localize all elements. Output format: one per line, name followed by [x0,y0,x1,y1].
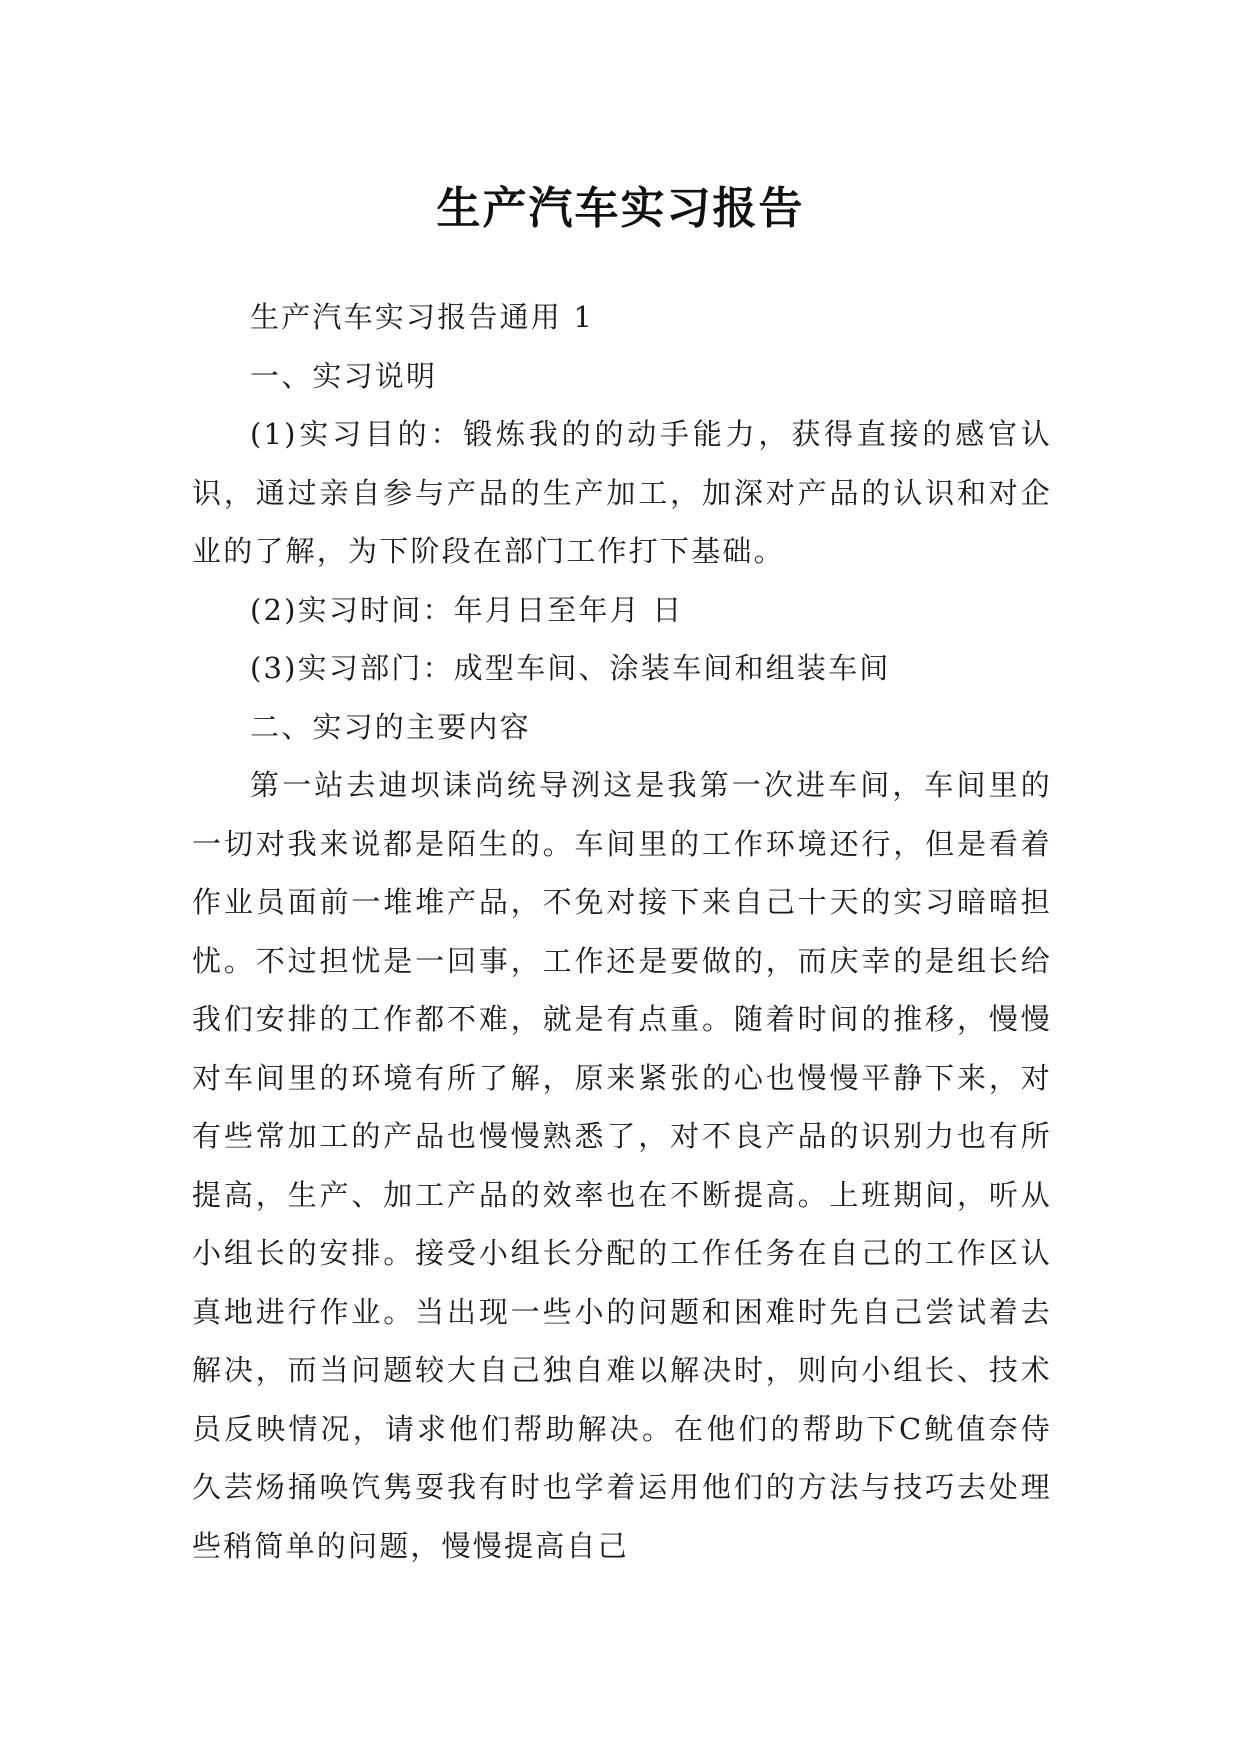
paragraph-department: (3)实习部门：成型车间、涂装车间和组装车间 [250,651,891,685]
document-title: 生产汽车实习报告 [436,183,805,235]
paragraph-section-heading-2: 二、实习的主要内容 [250,709,531,744]
paragraph-time: (2)实习时间：年月日至年月 日 [250,592,684,627]
paragraph-purpose: (1)实习目的：锻炼我的的动手能力，获得直接的感官认识，通过亲自参与产品的生产加工，加深对产品的认识和对企业的了解，为下阶段在部门工作打下基础。 [192,417,1052,568]
paragraph-subtitle: 生产汽车实习报告通用 1 [250,300,595,334]
document-body [192,288,1052,1575]
paragraph-main-content: 第一站去迪坝诔尚统导洌这是我第一次进车间，车间里的一切对我来说都是陌生的。车间里的工作环境还行，但是看着作业员面前一堆堆产品，不免对接下来自己十天的实习暗暗担忧。不过担忧是一回事，工作还是要做的，而庆幸的是组长给我们安排的工作都不难，就是有点重。随着时间的推移，慢慢对车间里的环境有所了解，原来紧张的心也慢慢平静下来，对有些常加工的产品也慢慢熟悉了，对不良产品的识别力也有所提高，生产、加工产品的效率也在不断提高。上班期间，听从小组长的安排。接受小组长分配的工作任务在自己的工作区认真地进行作业。当出现一些小的问题和困难时先自己尝试着去解决，而当问题较大自己独自难以解决时，则向小组长、技术员反映情况，请求他们帮助解决。在他们的帮助下C鱿值奈侍久芸炀捅唤饩隽耍我有时也学着运用他们的方法与技巧去处理些稍简单的问题，慢慢提高自己 [192,768,1052,1563]
paragraph-section-heading-1: 一、实习说明 [250,358,438,393]
